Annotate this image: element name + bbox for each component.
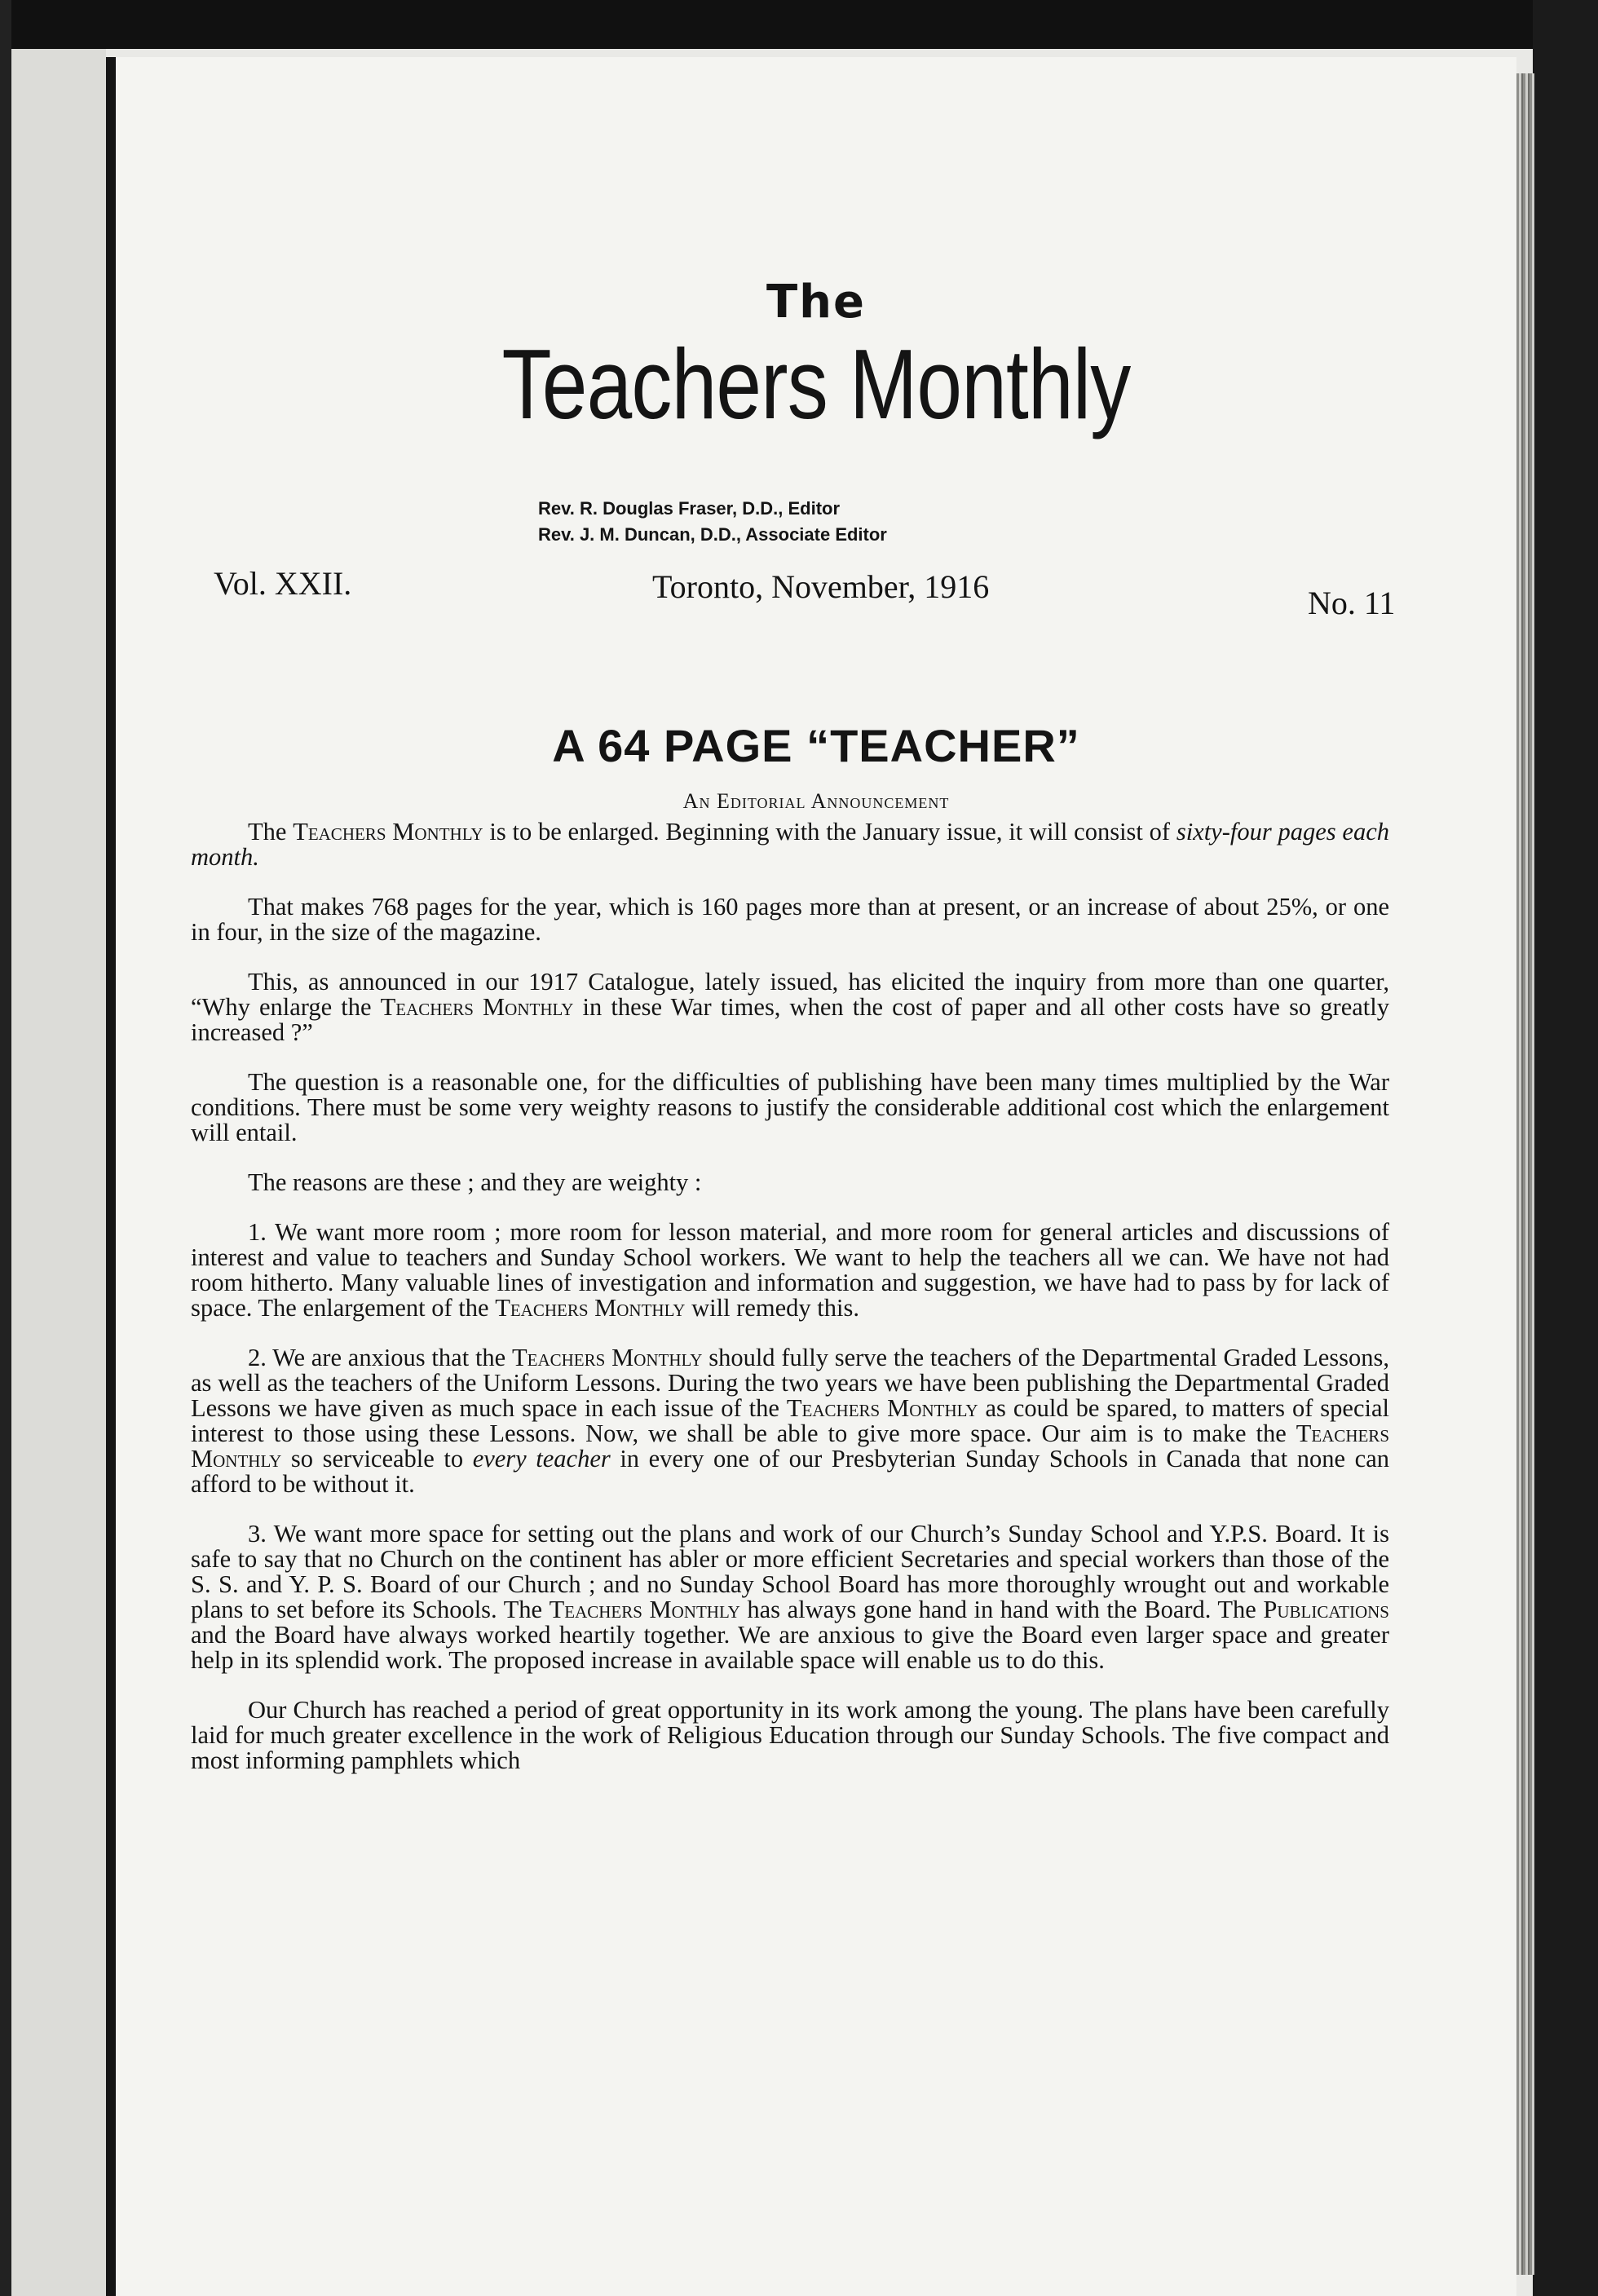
text-run: 2. We are anxious that the bbox=[248, 1344, 512, 1371]
text-run: and the Board have always worked heartily together. We are anxious to give the Board even larger space and greater help in its splendid work. The proposed increase in available space will enable us to do this. bbox=[191, 1621, 1389, 1674]
text-run: The question is a reasonable one, for the difficulties of publishing have been many times multiplied by the War conditions. There must be some very weighty reasons to justify the considerable additional cost which the enlargement will entail. bbox=[191, 1068, 1389, 1146]
text-run: Teachers Monthly bbox=[293, 818, 483, 846]
text-run: is to be enlarged. Beginning with the January issue, it will consist of bbox=[483, 818, 1176, 846]
article-paragraph bbox=[191, 1220, 1389, 1321]
associate-editor-line: Rev. J. M. Duncan, D.D., Associate Editor bbox=[538, 524, 887, 545]
text-run: That makes 768 pages for the year, which is 160 pages more than at present, or an increase of about 25%, or one in four, in the size of the magazine. bbox=[191, 893, 1389, 946]
text-run: Teachers Monthly bbox=[191, 1420, 1389, 1473]
text-run: every teacher bbox=[472, 1445, 611, 1473]
masthead-the: The bbox=[766, 276, 867, 329]
masthead-title: Teachers Monthly bbox=[501, 329, 1131, 439]
volume-number: Vol. XXII. bbox=[214, 565, 352, 602]
issue-number: No. 11 bbox=[1308, 585, 1396, 621]
editor-line: Rev. R. Douglas Fraser, D.D., Editor bbox=[538, 498, 841, 519]
text-run: will remedy this. bbox=[685, 1294, 859, 1322]
issue-info-row bbox=[214, 564, 1437, 621]
article-subheading: An Editorial Announcement bbox=[682, 789, 950, 813]
text-run: 3. We want more space for setting out the plans and work of our Church’s Sunday School and Y.P.S. Board. It is safe to say that no Church on the continent has abler or more efficient Secretaries and special workers than those of the S. S. and Y. P. S. Board of our Church ; and no Sunday School Board has more thoroughly wrought out and workable plans to set before its Schools. The bbox=[191, 1520, 1389, 1623]
magazine-page bbox=[116, 57, 1516, 2296]
text-run: in these War times, when the cost of paper and all other costs have so greatly increased ?” bbox=[191, 993, 1389, 1046]
text-run: The bbox=[248, 818, 294, 846]
editors-block bbox=[538, 496, 887, 548]
scanner-right-edge bbox=[1533, 0, 1598, 2296]
text-run: Teachers Monthly bbox=[495, 1294, 686, 1322]
article-paragraph bbox=[191, 1170, 1389, 1195]
text-run: so serviceable to bbox=[281, 1445, 473, 1473]
text-run: Teachers Monthly bbox=[786, 1394, 978, 1422]
article-headline: A 64 PAGE “TEACHER” bbox=[552, 720, 1080, 771]
text-run: as could be spared, to matters of special interest to those using these Lessons. Now, we shall be able to give more space. Our aim is to make the bbox=[191, 1394, 1389, 1447]
article-paragraph bbox=[191, 1345, 1389, 1497]
text-run: 1. We want more room ; more room for lesson material, and more room for general articles and discussions of interest and value to teachers and Sunday School workers. We want to help the teachers all we can. We have not had room hitherto. Many valuable lines of investigation and information and suggestion, we have had to pass by for lack of space. The enlargement of the bbox=[191, 1218, 1389, 1322]
text-run: Teachers Monthly bbox=[549, 1596, 740, 1623]
article-paragraph bbox=[191, 894, 1389, 945]
text-run: Teachers Monthly bbox=[512, 1344, 703, 1371]
text-run: Our Church has reached a period of great opportunity in its work among the young. The plans have been carefully laid for much greater excellence in the work of Religious Education through our Sunday Schools. The five compact and most informing pamphlets which bbox=[191, 1696, 1389, 1774]
text-run: has always gone hand in hand with the Board. The bbox=[739, 1596, 1264, 1623]
article-paragraph bbox=[191, 1521, 1389, 1673]
text-run: The reasons are these ; and they are weighty : bbox=[248, 1168, 702, 1196]
scanner-top-edge bbox=[0, 0, 1598, 49]
text-run: This, as announced in our 1917 Catalogue, lately issued, has elicited the inquiry from more than one quarter, “Why enlarge the bbox=[191, 968, 1389, 1021]
article-body bbox=[191, 819, 1389, 1798]
place-and-date: Toronto, November, 1916 bbox=[652, 568, 990, 605]
text-run: Publications bbox=[1263, 1596, 1389, 1623]
previous-page-sliver bbox=[11, 49, 106, 2296]
page-stack-edge bbox=[1516, 73, 1534, 2275]
text-run: Teachers Monthly bbox=[380, 993, 574, 1021]
text-run: in every one of our Presbyterian Sunday Schools in Canada that none can afford to be without it. bbox=[191, 1445, 1389, 1498]
article-paragraph bbox=[191, 819, 1389, 870]
text-run: sixty-four pages each month. bbox=[191, 818, 1389, 871]
text-run: should fully serve the teachers of the Departmental Graded Lessons, as well as the teachers of the Uniform Lessons. During the two years we have been publishing the Departmental Graded Lessons we have given as much space in each issue of the bbox=[191, 1344, 1389, 1422]
article-paragraph bbox=[191, 1070, 1389, 1146]
article-paragraph bbox=[191, 969, 1389, 1045]
scanner-left-edge bbox=[0, 0, 11, 2296]
binding-gutter bbox=[106, 57, 116, 2296]
article-paragraph bbox=[191, 1698, 1389, 1773]
